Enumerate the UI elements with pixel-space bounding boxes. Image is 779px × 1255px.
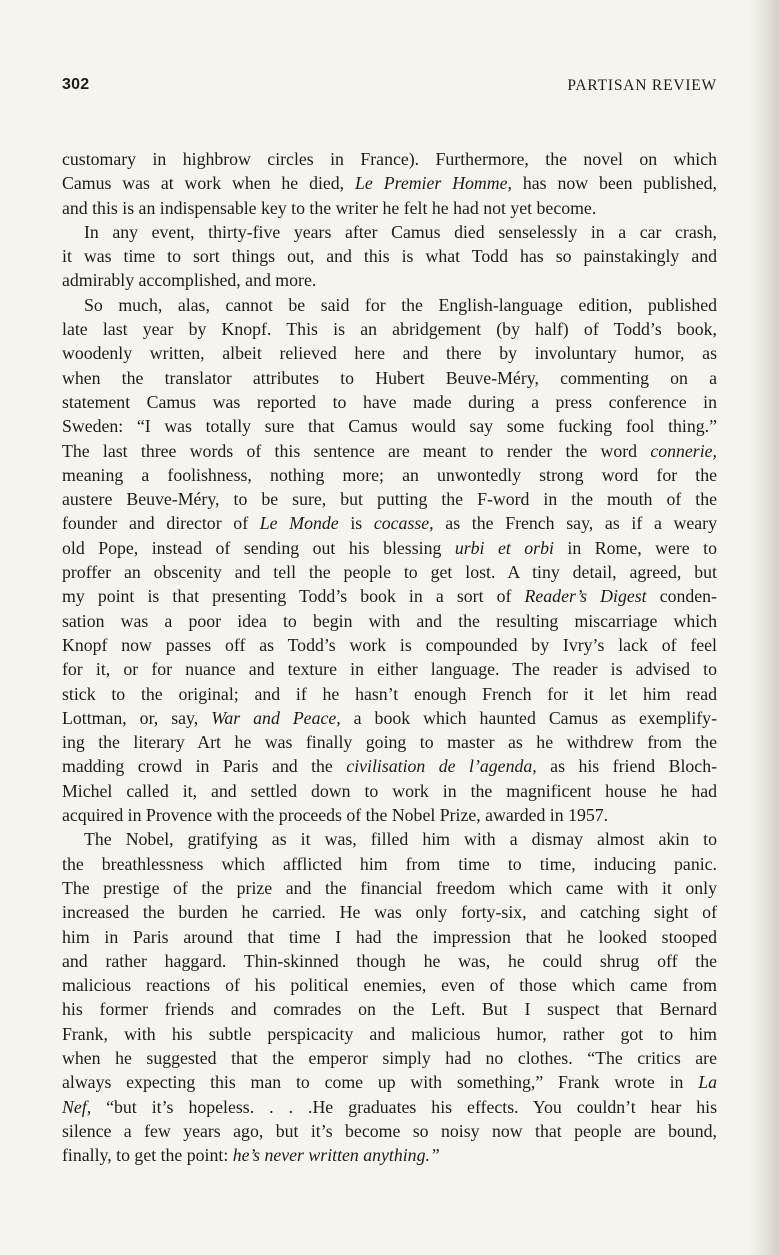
text-line: statement Camus was reported to have made during a press conference in: [62, 391, 717, 412]
text-line: Camus was at work when he died, Le Premier Homme, has now been published,: [62, 173, 717, 194]
page-number: 302: [62, 76, 90, 93]
running-head: PARTISAN REVIEW: [567, 77, 717, 94]
text-line: founder and director of Le Monde is cocasse, as the French say, as if a weary: [62, 513, 717, 534]
text-line: proffer an obscenity and tell the people to get lost. A tiny detail, agreed, but: [62, 562, 717, 583]
text-line: The Nobel, gratifying as it was, filled him with a dismay almost akin to: [84, 829, 717, 850]
text-line: and rather haggard. Thin-skinned though he was, he could shrug off the: [62, 950, 717, 971]
text-line: his former friends and comrades on the Left. But I suspect that Bernard: [62, 999, 717, 1020]
text-line: Frank, with his subtle perspicacity and malicious humor, rather got to him: [62, 1023, 717, 1044]
text-line: finally, to get the point: he’s never written anything.”: [62, 1145, 440, 1166]
text-line: old Pope, instead of sending out his blessing urbi et orbi in Rome, were to: [62, 537, 717, 558]
paragraph: [62, 827, 717, 1167]
text-line: acquired in Provence with the proceeds of the Nobel Prize, awarded in 1957.: [62, 805, 609, 826]
text-line: late last year by Knopf. This is an abridgement (by half) of Todd’s book,: [62, 319, 717, 340]
text-line: Nef, “but it’s hopeless. . . .He graduates his effects. You couldn’t hear his: [62, 1096, 717, 1117]
text-line: Knopf now passes off as Todd’s work is compounded by Ivry’s lack of feel: [62, 634, 717, 655]
text-line: and this is an indispensable key to the writer he felt he had not yet become.: [62, 197, 597, 218]
book-gutter-shadow: [749, 0, 779, 1255]
text-line: malicious reactions of his political enemies, even of those which came from: [62, 975, 717, 996]
paragraph: [62, 220, 717, 293]
text-line: Sweden: “I was totally sure that Camus would say some fucking fool thing.”: [62, 416, 717, 437]
text-line: The last three words of this sentence are meant to render the word connerie,: [62, 440, 717, 461]
text-line: The prestige of the prize and the financial freedom which came with it only: [62, 877, 717, 898]
text-line: admirably accomplished, and more.: [62, 270, 317, 291]
article-body: [62, 147, 717, 1167]
text-line: always expecting this man to come up with something,” Frank wrote in La: [62, 1072, 717, 1093]
text-line: sation was a poor idea to begin with and the resulting miscarriage which: [62, 610, 717, 631]
text-line: for it, or for nuance and texture in either language. The reader is advised to: [62, 659, 717, 680]
text-line: silence a few years ago, but it’s become so noisy now that people are bound,: [62, 1120, 717, 1141]
text-line: when the translator attributes to Hubert Beuve-Méry, commenting on a: [62, 367, 717, 388]
text-line: austere Beuve-Méry, to be sure, but putting the F-word in the mouth of the: [62, 489, 717, 510]
text-line: him in Paris around that time I had the impression that he looked stooped: [62, 926, 717, 947]
text-line: madding crowd in Paris and the civilisation de l’agenda, as his friend Bloch-: [62, 756, 718, 777]
text-line: meaning a foolishness, nothing more; an unwontedly strong word for the: [62, 464, 717, 485]
text-line: the breathlessness which afflicted him from time to time, inducing panic.: [62, 853, 717, 874]
text-line: In any event, thirty-five years after Camus died senselessly in a car crash,: [84, 221, 717, 242]
text-line: it was time to sort things out, and this is what Todd has so painstakingly and: [62, 246, 717, 267]
text-line: So much, alas, cannot be said for the English-language edition, published: [84, 294, 717, 315]
text-line: when he suggested that the emperor simply had no clothes. “The critics are: [62, 1047, 717, 1068]
text-line: Lottman, or, say, War and Peace, a book which haunted Camus as exemplify-: [62, 707, 717, 728]
text-line: my point is that presenting Todd’s book in a sort of Reader’s Digest conden-: [62, 586, 717, 607]
text-line: customary in highbrow circles in France). Furthermore, the novel on which: [62, 149, 717, 169]
page-header: [62, 76, 717, 98]
text-line: stick to the original; and if he hasn’t enough French for it let him read: [62, 683, 717, 704]
text-line: woodenly written, albeit relieved here and there by involuntary humor, as: [62, 343, 717, 364]
paragraph: [62, 293, 717, 828]
text-line: Michel called it, and settled down to work in the magnificent house he had: [62, 780, 717, 801]
text-line: increased the burden he carried. He was only forty-six, and catching sight of: [62, 902, 717, 923]
text-line: ing the literary Art he was finally going to master as he withdrew from the: [62, 732, 717, 753]
paragraph: [62, 147, 717, 220]
